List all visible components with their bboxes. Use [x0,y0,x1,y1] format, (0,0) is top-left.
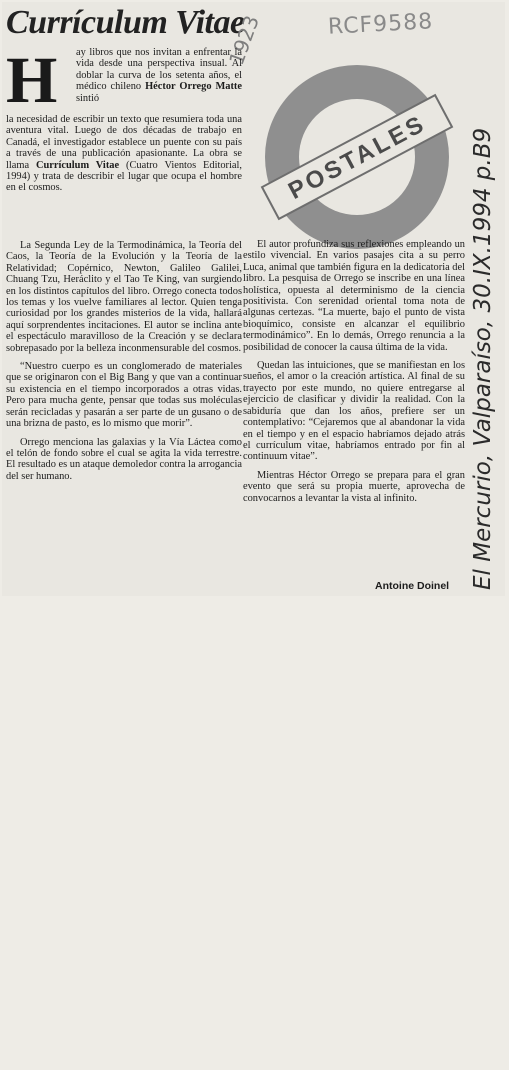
paragraph: “Nuestro cuerpo es un conglomerado de materiales que se originaron con el Big Bang y que van a continuar su existencia en el tiempo incorporados a otras vidas. Pero para mucha gente, pensar que todas sus moléculas serán recicladas y pasarán a ser parte de un gusano o de una brizna de pasto, es lo mismo que morir”. [6,361,242,430]
intro-text: ay libros que nos invitan a enfrentar la vida desde una perspectiva insual. Al doblar la curva de los setenta años, el médico chileno [76,47,242,93]
author-name: Héctor Orrego Matte [145,81,242,93]
p1-rest: la necesidad de escribir un texto que resumiera toda una aventura vital. Luego de dos décadas de trabajo en Canadá, el investigador establece un puente con su país a través de una publicación apasionante. La obra se llama [6,114,242,171]
article-headline: Currículum Vitae [6,4,245,41]
handwritten-source-text: El Mercurio, Valparaíso, 30.IX.1994 p.B9 [470,127,496,590]
stamp-label: POSTALES [283,109,431,205]
byline: Antoine Doinel [375,580,450,592]
column-left [6,240,242,489]
paragraph: La Segunda Ley de la Termodinámica, la Teoría del Caos, la Teoría de la Evolución y la Teoría de la Relatividad; Copérnico, Newton, Galileo Galilei, Chuang Tzu, Heráclito y el Tao Te King, van surgiendo en los distintos capítulos del libro. Orrego conecta todos los temas y los vuelve familiares al lector. Quien tenga curiosidad por los grandes misterios de la vida, hallará aquí sorprendentes incitaciones. El autor se inclina ante el espectáculo maravilloso de la Creación y se declara sobrepasado por la belleza inconmensurable del cosmos. [6,240,242,354]
intro-paragraph-rest [6,114,242,194]
paragraph: Quedan las intuiciones, que se manifiestan en los sueños, el amor o la creación artística. Al final de su trayecto por este mundo, no quiere entregarse al ejercicio de clasificar y dividir la realidad. Con la sabiduría que dan los años, prefiere ser un contemplativo: “Cejaremos que al abandonar la vida en el tiempo y en el espacio habríamos dejado atrás el currículum vitae, habríamos entrado por fin al continuum vitae”. [243,360,465,463]
intro-paragraph-top [76,47,242,104]
handwritten-reference-code: RCF9588 [327,9,434,40]
p1-end: (Cuatro Vientos Editorial, 1994) y trata de describir el lugar que ocupa el hombre en el cosmos. [6,159,242,194]
drop-cap: H [6,44,58,117]
paragraph: Mientras Héctor Orrego se prepara para el gran evento que será su propia muerte, aprovecha de convocarnos a levantar la vista al infinito. [243,469,465,504]
intro-after: sintió [76,92,100,104]
paragraph: Orrego menciona las galaxias y la Vía Láctea como el telón de fondo sobre el cual se agita la vida terrestre. El resultado es un ataque demoledor contra la arrogancia del ser humano. [6,436,242,482]
handwritten-year-note: 1923 [224,12,264,69]
postales-stamp-icon [257,55,457,260]
column-right [243,239,465,511]
paragraph: El autor profundiza sus reflexiones empleando un estilo vivencial. En varios pasajes cita a su perro Luca, animal que también figura en la dedicatoria del libro. La pesquisa de Orrego se inscribe en una línea holística, opuesta al determinismo de la ciencia positivista. Con serenidad oriental toma nota de algunas certezas. “La muerte, bajo el punto de vista bioquímico, consiste en alcanzar el equilibrio termodinámico”. En lo demás, Orrego renuncia a la posibilidad de conocer la causa última de la vida. [243,239,465,353]
book-title: Currículum Vitae [36,159,120,171]
handwritten-source-note [470,127,500,1070]
